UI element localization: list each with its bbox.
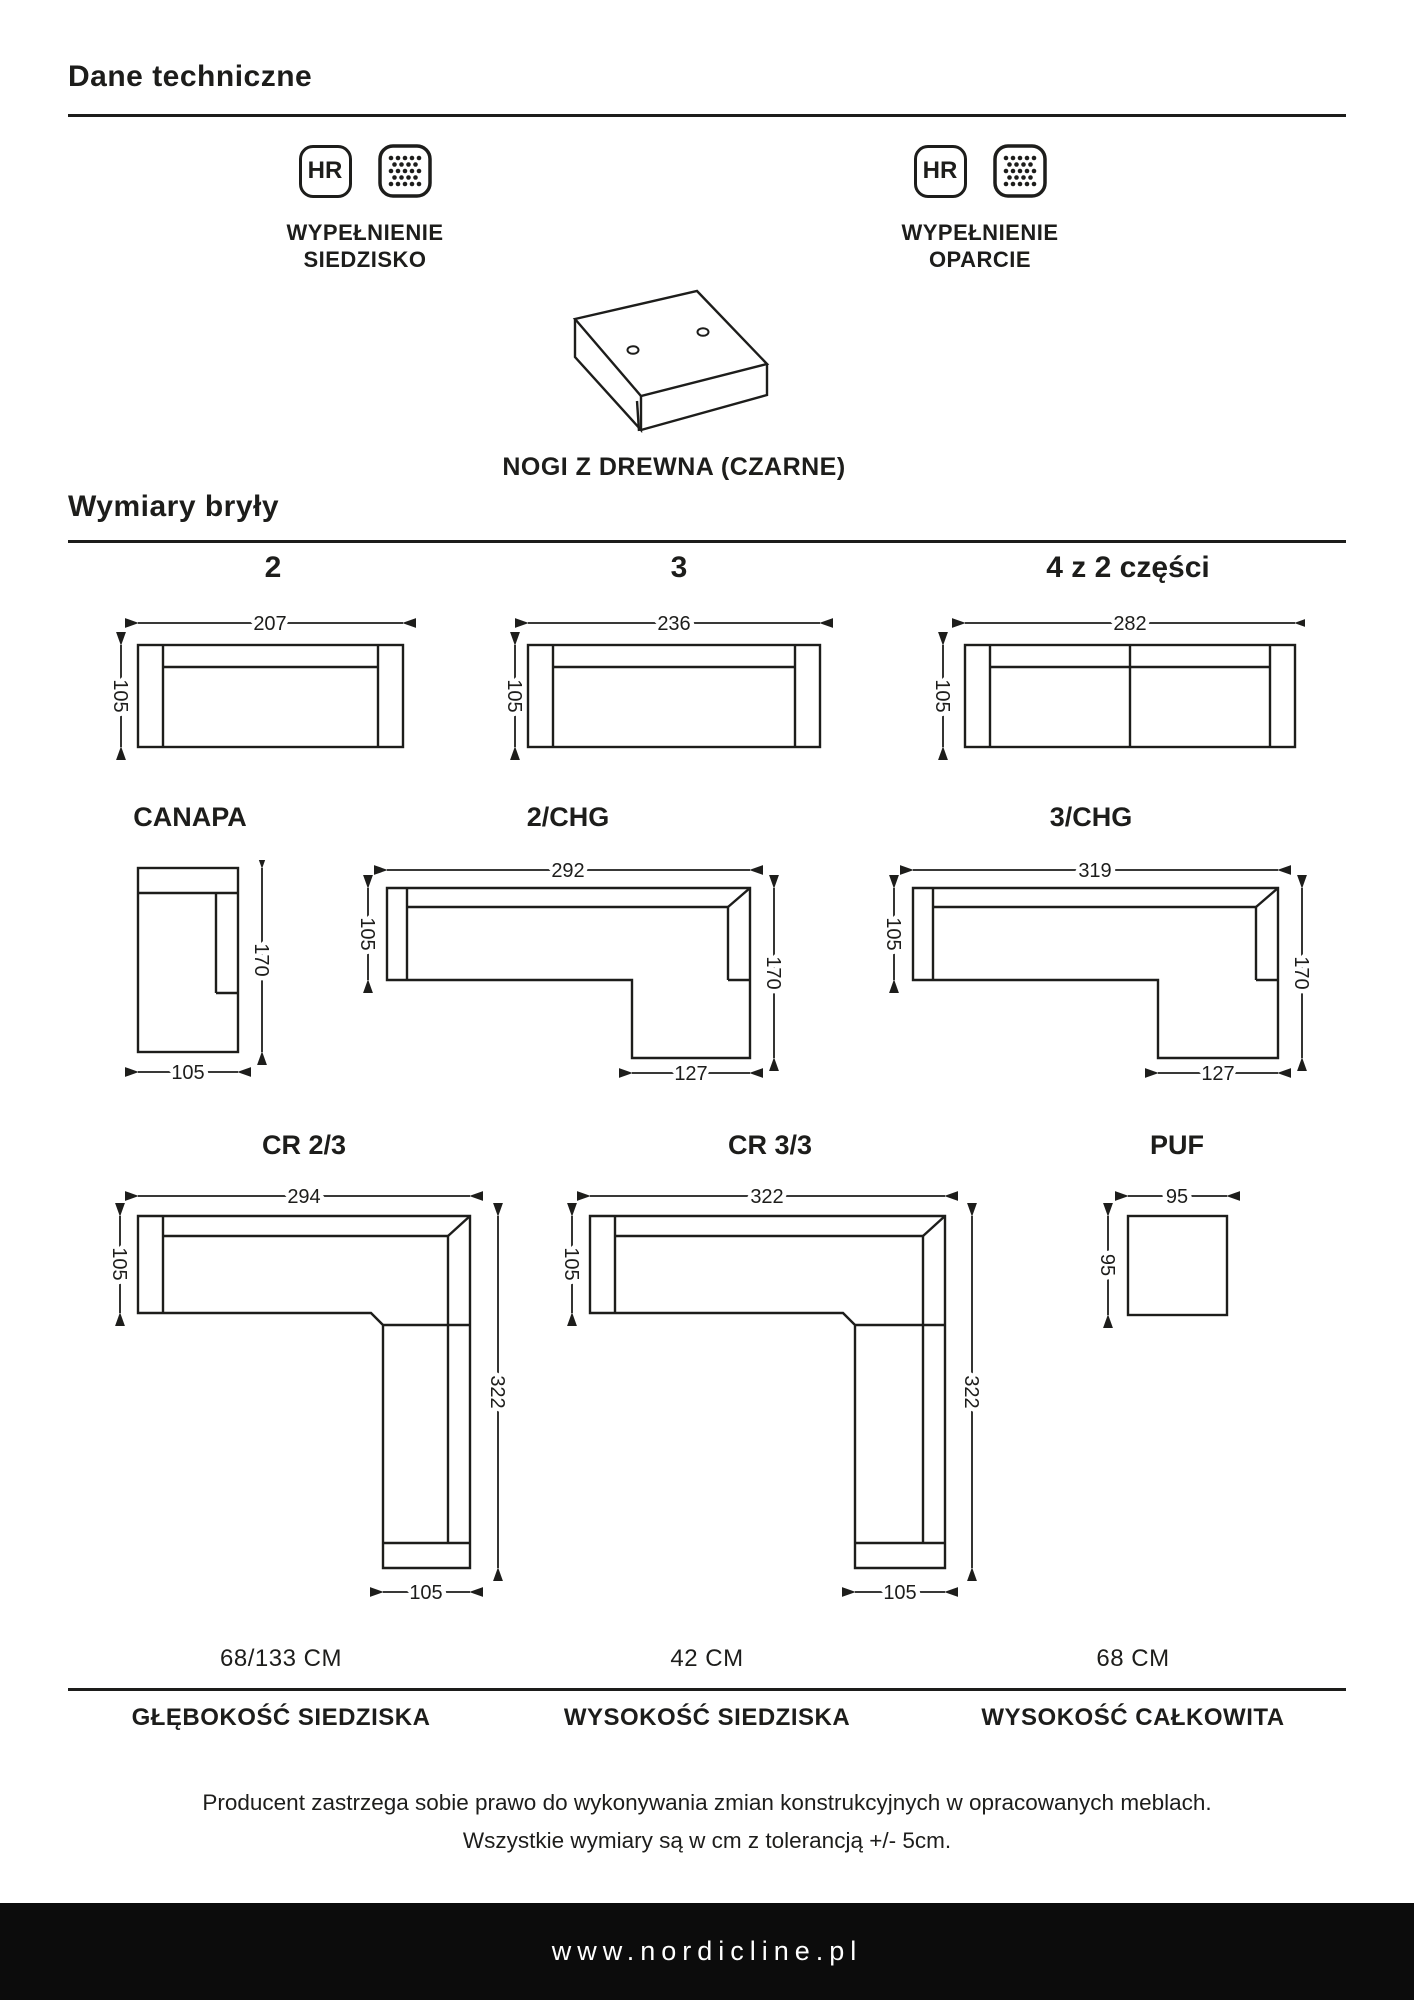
dim-depth: 105 [356, 917, 378, 951]
dim-depth: 105 [931, 679, 953, 713]
dim-height: 170 [250, 943, 272, 977]
filling-back-label: WYPEŁNIENIE OPARCIE [901, 220, 1059, 272]
disclaimer [0, 1784, 1414, 1860]
filling-seat-label: WYPEŁNIENIE SIEDZISKO [286, 220, 444, 272]
legs-label: NOGI Z DREWNA (CZARNE) [502, 453, 846, 481]
disclaimer-line2: Wszystkie wymiary są w cm z tolerancją +/- 5cm. [462, 1828, 952, 1853]
diagram-sofa-4z2 [905, 603, 1305, 763]
divider-line [68, 114, 1346, 117]
dim-width: 319 [1078, 860, 1112, 882]
diagram-cr23 [100, 1180, 520, 1610]
dim-height: 322 [486, 1375, 508, 1409]
dim-depth: 105 [109, 679, 131, 713]
spec-label-seat-height: WYSOKOŚĆ SIEDZISKA [563, 1704, 851, 1731]
dim-arm: 105 [409, 1582, 443, 1604]
diagram-title-2chg: 2/CHG [526, 802, 610, 832]
section-title-technical: Dane techniczne [68, 60, 313, 93]
spec-label-total-height: WYSOKOŚĆ CAŁKOWITA [981, 1704, 1285, 1731]
hr-foam-icon: HR [914, 145, 967, 198]
dim-height: 170 [762, 956, 784, 990]
spec-value-seat-depth: 68/133 CM [220, 1645, 342, 1672]
dim-depth: 105 [882, 917, 904, 951]
diagram-cr33 [552, 1180, 982, 1610]
spec-value-seat-height: 42 CM [670, 1645, 744, 1672]
dim-width: 322 [750, 1186, 784, 1208]
disclaimer-line1: Producent zastrzega sobie prawo do wykonywania zmian konstrukcyjnych w opracowanych meblach. [202, 1790, 1212, 1815]
dim-width: 292 [551, 860, 585, 882]
footer-bar [0, 1903, 1414, 2000]
dim-width: 95 [1165, 1186, 1189, 1208]
dim-width: 105 [171, 1062, 205, 1084]
diagram-sofa-2 [95, 603, 425, 763]
hr-foam-icon: HR [299, 145, 352, 198]
dim-width: 282 [1113, 613, 1147, 635]
diagram-canapa [95, 860, 295, 1092]
diagram-title-2: 2 [264, 551, 282, 584]
diagram-title-cr23: CR 2/3 [261, 1130, 347, 1160]
dim-depth: 95 [1096, 1253, 1118, 1277]
dim-width: 236 [657, 613, 691, 635]
wooden-leg-figure [555, 283, 785, 443]
diagram-title-cr33: CR 3/3 [727, 1130, 813, 1160]
dim-height: 170 [1290, 956, 1312, 990]
divider-line [68, 540, 1346, 543]
diagram-3chg [879, 860, 1319, 1092]
dim-height: 322 [960, 1375, 982, 1409]
spec-label-seat-depth: GŁĘBOKOŚĆ SIEDZISKA [131, 1704, 431, 1731]
section-title-dimensions: Wymiary bryły [68, 490, 280, 523]
dim-depth: 105 [108, 1247, 130, 1281]
dim-width: 207 [253, 613, 287, 635]
diagram-title-3chg: 3/CHG [1049, 802, 1133, 832]
dim-chaise: 127 [1201, 1063, 1235, 1085]
foam-dots-icon [378, 144, 432, 198]
divider-line [68, 1688, 1346, 1691]
dim-width: 294 [287, 1186, 321, 1208]
diagram-sofa-3 [480, 603, 840, 763]
specs-section [68, 1645, 1346, 1732]
diagram-title-puf: PUF [1150, 1130, 1204, 1160]
filling-seat-group [240, 144, 490, 273]
diagram-puf [1080, 1180, 1260, 1360]
filling-icons [914, 144, 1047, 198]
dim-arm: 105 [883, 1582, 917, 1604]
dim-depth: 105 [560, 1247, 582, 1281]
diagram-title-canapa: CANAPA [133, 802, 247, 832]
filling-icons [299, 144, 432, 198]
foam-dots-icon [993, 144, 1047, 198]
spec-value-total-height: 68 CM [1096, 1645, 1170, 1672]
footer-url[interactable]: www.nordicline.pl [551, 1936, 863, 1966]
diagram-title-3: 3 [670, 551, 688, 584]
filling-back-group [855, 144, 1105, 273]
diagram-title-4z2: 4 z 2 części [1046, 551, 1210, 584]
dim-depth: 105 [503, 679, 525, 713]
dim-chaise: 127 [674, 1063, 708, 1085]
diagram-2chg [353, 860, 793, 1092]
